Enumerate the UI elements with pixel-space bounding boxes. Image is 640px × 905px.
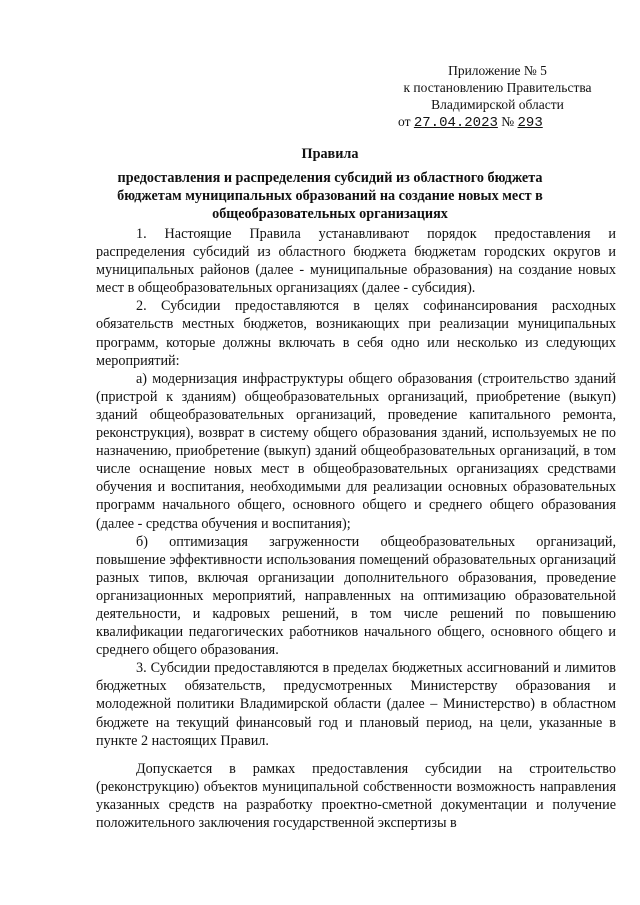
paragraph-2a: а) модернизация инфраструктуры общего образования (строительство зданий (пристрой к зданиям) общеобразовательных организаций, приобретение (выкуп) зданий общеобразовательных организаций, проведение капитального ремонта, реконструкция), возврат в систему общего образования зданий, используемых не по назначению, приобретение (выкуп) зданий общеобразовательных организаций, в том числе оснащение новых мест в общеобразовательных организациях средствами обучения и воспитания, необходимыми для реализации основных образовательных программ начального общего, основного общего и среднего общего образования (далее - средства обучения и воспитания);: [96, 370, 616, 532]
appendix-number: Приложение № 5: [448, 63, 547, 78]
decree-date: 27.04.2023: [413, 115, 498, 131]
paragraph-2b: б) оптимизация загруженности общеобразовательных организаций, повышение эффективности использования помещений образовательных организаций разных типов, включая организации дополнительного образования, проведение организационных мероприятий, направленных на оптимизацию образовательной деятельности, и кадровых решений, в том числе решений по повышению квалификации педагогических работников начального общего, основного общего и среднего общего образования.: [96, 533, 616, 659]
paragraph-3-note: Допускается в рамках предоставления субсидии на строительство (реконструкцию) объектов муниципальной собственности возможность направления указанных средств на разработку проектно-сметной документации и получение положительного заключения государственной экспертизы в: [96, 760, 616, 831]
number-prefix: №: [501, 114, 515, 129]
appendix-region: Владимирской области: [431, 97, 564, 112]
title-subtitle: предоставления и распределения субсидий из областного бюджета бюджетам муниципальных образований на создание новых мест в общеобразовательных организациях: [117, 170, 543, 222]
appendix-dateline: [390, 113, 605, 132]
paragraph-3: 3. Субсидии предоставляются в пределах бюджетных ассигнований и лимитов бюджетных обязательств, предусмотренных Министерству образования и молодежной политики Владимирской области (далее – Министерство) в областном бюджете на текущий финансовый год и плановый период, на цели, указанные в пункте 2 настоящих Правил.: [96, 660, 616, 749]
document-title: [100, 145, 560, 223]
paragraph-1: 1. Настоящие Правила устанавливают порядок предоставления и распределения субсидий из областного бюджета бюджетам городских округов и муниципальных районов (далее - муниципальные образования) на создание новых мест в общеобразовательных организациях (далее - субсидия).: [96, 226, 616, 297]
date-prefix: от: [398, 114, 411, 129]
title-heading: Правила: [301, 146, 359, 162]
appendix-header: [390, 62, 605, 132]
paragraph-2: 2. Субсидии предоставляются в целях софинансирования расходных обязательств местных бюджетов, возникающих при реализации муниципальных программ, которые должны включать в себя одно или несколько из следующих мероприятий:: [96, 298, 616, 369]
decree-number: 293: [517, 115, 543, 131]
appendix-reference: к постановлению Правительства: [403, 80, 592, 95]
document-body: [96, 225, 616, 832]
